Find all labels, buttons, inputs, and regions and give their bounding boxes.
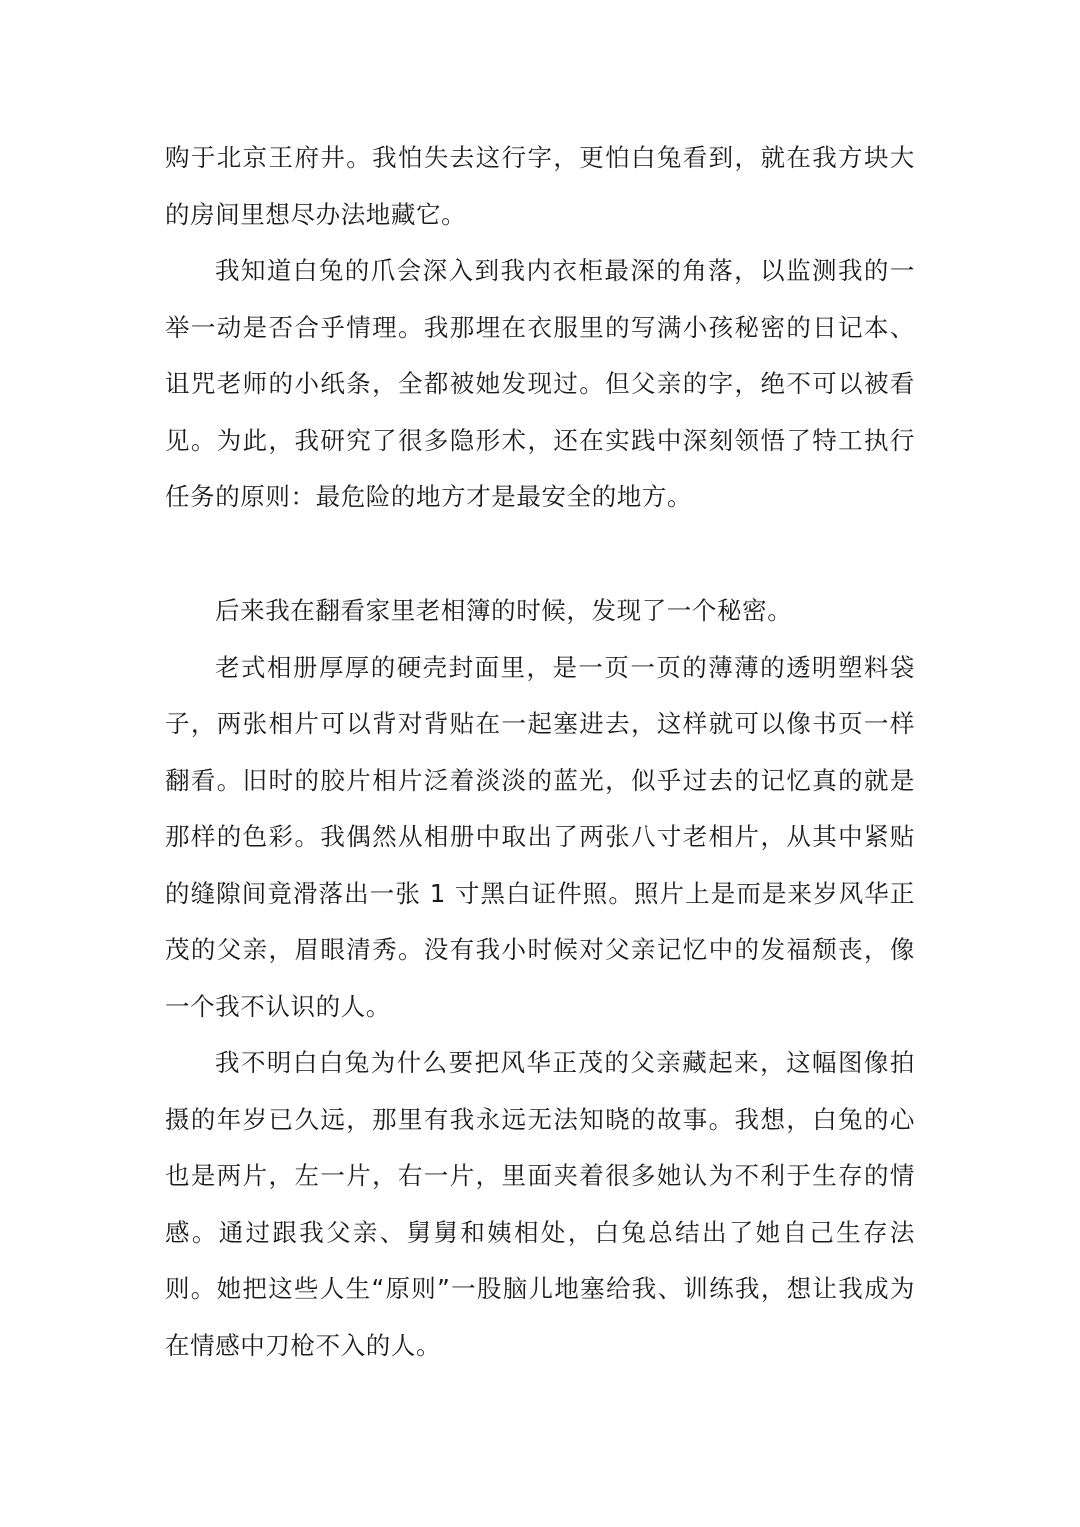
text-section-2	[165, 583, 915, 1374]
paragraph: 我不明白白兔为什么要把风华正茂的父亲藏起来，这幅图像拍摄的年岁已久远，那里有我永远无法知晓的故事。我想，白兔的心也是两片，左一片，右一片，里面夹着很多她认为不利于生存的情感。通过跟我父亲、舅舅和姨相处，白兔总结出了她自己生存法则。她把这些人生“原则”一股脑儿地塞给我、训练我，想让我成为在情感中刀枪不入的人。	[165, 1048, 915, 1360]
paragraph: 老式相册厚厚的硬壳封面里，是一页一页的薄薄的透明塑料袋子，两张相片可以背对背贴在一起塞进去，这样就可以像书页一样翻看。旧时的胶片相片泛着淡淡的蓝光，似乎过去的记忆真的就是那样的色彩。我偶然从相册中取出了两张八寸老相片，从其中紧贴的缝隙间竟滑落出一张 1 寸黑白证件照。照片上是而是来岁风华正茂的父亲，眉眼清秀。没有我小时候对父亲记忆中的发福颓丧，像一个我不认识的人。	[165, 652, 915, 1021]
text-section-1	[165, 130, 915, 526]
paragraph-continuation: 购于北京王府井。我怕失去这行字，更怕白兔看到，就在我方块大的房间里想尽办法地藏它。	[165, 143, 915, 229]
paragraph: 我知道白兔的爪会深入到我内衣柜最深的角落，以监测我的一举一动是否合乎情理。我那埋在衣服里的写满小孩秘密的日记本、诅咒老师的小纸条，全都被她发现过。但父亲的字，绝不可以被看见。为此，我研究了很多隐形术，还在实践中深刻领悟了特工执行任务的原则：最危险的地方才是最安全的地方。	[165, 256, 915, 511]
paragraph: 后来我在翻看家里老相簿的时候，发现了一个秘密。	[215, 596, 793, 625]
